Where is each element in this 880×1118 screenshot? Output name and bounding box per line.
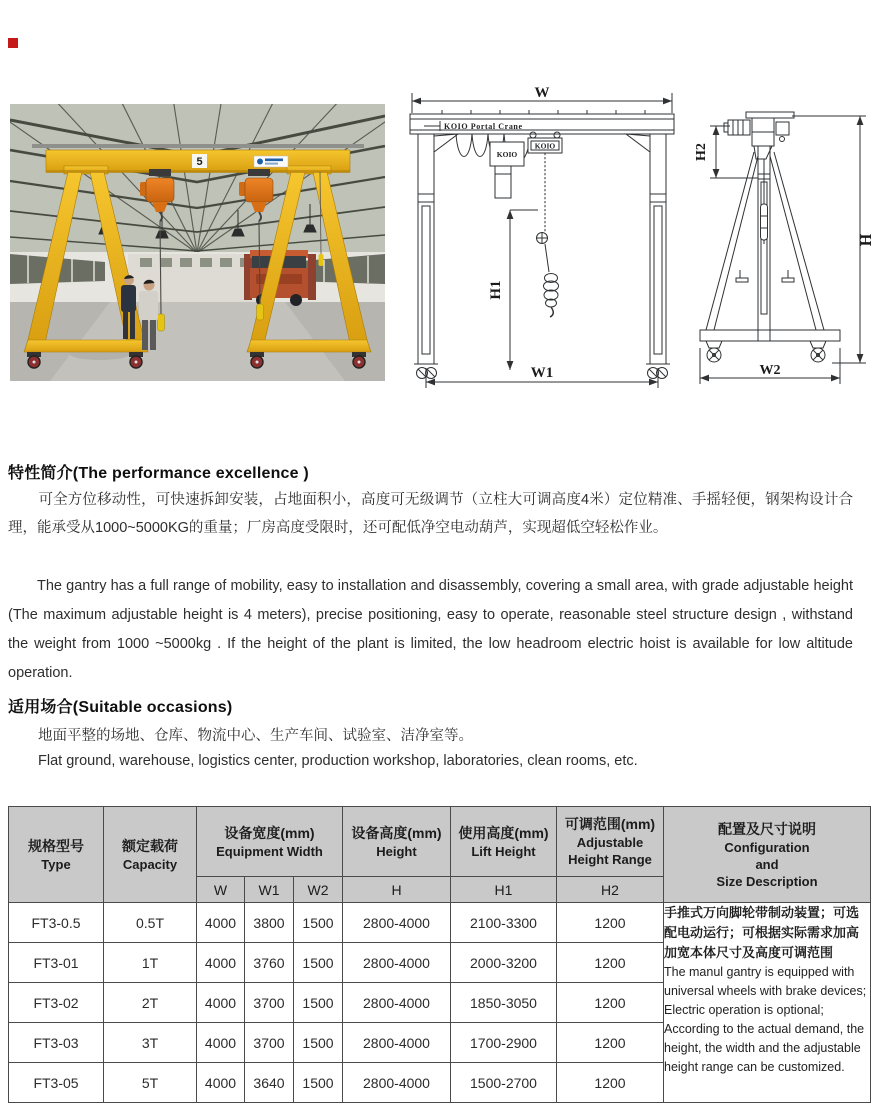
cell-capacity: 5T [104, 1063, 197, 1103]
dim-label-h2: H2 [694, 143, 709, 161]
cell-type: FT3-0.5 [9, 903, 104, 943]
cell-capacity: 0.5T [104, 903, 197, 943]
col-header-capacity: 额定载荷 Capacity [104, 807, 197, 903]
cell-capacity: 3T [104, 1023, 197, 1063]
cell-h: 2800-4000 [343, 903, 451, 943]
cell-w: 4000 [197, 983, 245, 1023]
cell-h: 2800-4000 [343, 1063, 451, 1103]
cell-h: 2800-4000 [343, 1023, 451, 1063]
cell-w2: 1500 [294, 1023, 343, 1063]
cell-w1: 3640 [245, 1063, 294, 1103]
occasions-text-en: Flat ground, warehouse, logistics center, production workshop, laboratories, clean rooms, etc. [38, 753, 638, 769]
beam-brand-text: KOIO Portal Crane [444, 122, 523, 131]
dim-label-w1: W1 [530, 365, 554, 381]
col-header-configuration: 配置及尺寸说明 Configuration and Size Description [664, 807, 871, 903]
cell-w1: 3760 [245, 943, 294, 983]
dim-label-h1: H1 [488, 280, 504, 300]
side-view-drawing [692, 86, 878, 392]
performance-section-heading: 特性简介(The performance excellence ) [8, 465, 309, 482]
dim-label-h: H [858, 233, 875, 247]
trolley-brand-text: KOIO [534, 141, 556, 151]
cell-w2: 1500 [294, 943, 343, 983]
sub-header-h1: H1 [451, 877, 557, 903]
cell-type: FT3-03 [9, 1023, 104, 1063]
configuration-text-zh: 手推式万向脚轮带制动装置；可选配电动运行；可根据实际需求加高加宽本体尺寸及高度可调范围 [664, 905, 860, 960]
cell-type: FT3-02 [9, 983, 104, 1023]
cell-capacity: 1T [104, 943, 197, 983]
spec-table [8, 806, 871, 1103]
col-header-lift-height: 使用高度(mm) Lift Height [451, 807, 557, 877]
red-corner-marker [8, 38, 18, 48]
sub-header-w2: W2 [294, 877, 343, 903]
front-view-drawing [398, 86, 686, 392]
cell-type: FT3-01 [9, 943, 104, 983]
cell-h1: 1500-2700 [451, 1063, 557, 1103]
cell-capacity: 2T [104, 983, 197, 1023]
cell-h1: 2000-3200 [451, 943, 557, 983]
cell-h: 2800-4000 [343, 983, 451, 1023]
col-header-width: 设备宽度(mm) Equipment Width [197, 807, 343, 877]
sub-header-w1: W1 [245, 877, 294, 903]
occasions-section-heading: 适用场合(Suitable occasions) [8, 699, 233, 716]
sub-header-w: W [197, 877, 245, 903]
brand-plate [254, 156, 288, 167]
sub-header-h2: H2 [557, 877, 664, 903]
cell-h2: 1200 [557, 1023, 664, 1063]
cell-w2: 1500 [294, 903, 343, 943]
cell-w: 4000 [197, 1023, 245, 1063]
cell-w2: 1500 [294, 1063, 343, 1103]
cell-h1: 1700-2900 [451, 1023, 557, 1063]
hoist-brand-text: KOIO [496, 150, 518, 159]
performance-text-zh: 可全方位移动性，可快速拆卸安装，占地面积小，高度可无级调节（立柱大可调高度4米）定位精准、手摇轻便，钢架构设计合理，能承受从1000~5000KG的重量；厂房高度受限时，还可配低净空电动葫芦，实现超低空轻松作业。 [8, 492, 853, 536]
cell-w1: 3700 [245, 1023, 294, 1063]
configuration-text-en: The manul gantry is equipped with universal wheels with brake devices; Electric operation is optional; According to the actual demand, the height, the width and the adjustable height range can be customized. [664, 965, 867, 1074]
cell-h2: 1200 [557, 903, 664, 943]
cell-w: 4000 [197, 1063, 245, 1103]
cell-w: 4000 [197, 943, 245, 983]
cell-h2: 1200 [557, 943, 664, 983]
cell-h1: 1850-3050 [451, 983, 557, 1023]
sub-header-h: H [343, 877, 451, 903]
cell-w2: 1500 [294, 983, 343, 1023]
cell-h2: 1200 [557, 983, 664, 1023]
col-header-adjustable-range: 可调范围(mm) Adjustable Height Range [557, 807, 664, 877]
beam-number: 5 [196, 156, 203, 168]
performance-text-en: The gantry has a full range of mobility, easy to installation and disassembly, covering a small area, with grade adjustable height (The maximum adjustable height is 4 meters), precise positioning, easy to operate, reasonable steel structure design , withstand the weight from 1000 ~5000kg . If the height of the plant is limited, the low headroom electric hoist is available for low altitude operation. [8, 578, 853, 681]
cell-h2: 1200 [557, 1063, 664, 1103]
configuration-cell [664, 903, 871, 1103]
col-header-type: 规格型号 Type [9, 807, 104, 903]
occasions-text-zh: 地面平整的场地、仓库、物流中心、生产车间、试验室、洁净室等。 [38, 728, 473, 744]
dim-label-w: W [534, 86, 550, 101]
table-row [9, 903, 871, 943]
cell-type: FT3-05 [9, 1063, 104, 1103]
cell-h1: 2100-3300 [451, 903, 557, 943]
product-photo [10, 104, 385, 381]
col-header-height: 设备高度(mm) Height [343, 807, 451, 877]
cell-w: 4000 [197, 903, 245, 943]
dim-label-w2: W2 [759, 363, 781, 378]
cell-w1: 3800 [245, 903, 294, 943]
cell-h: 2800-4000 [343, 943, 451, 983]
cell-w1: 3700 [245, 983, 294, 1023]
